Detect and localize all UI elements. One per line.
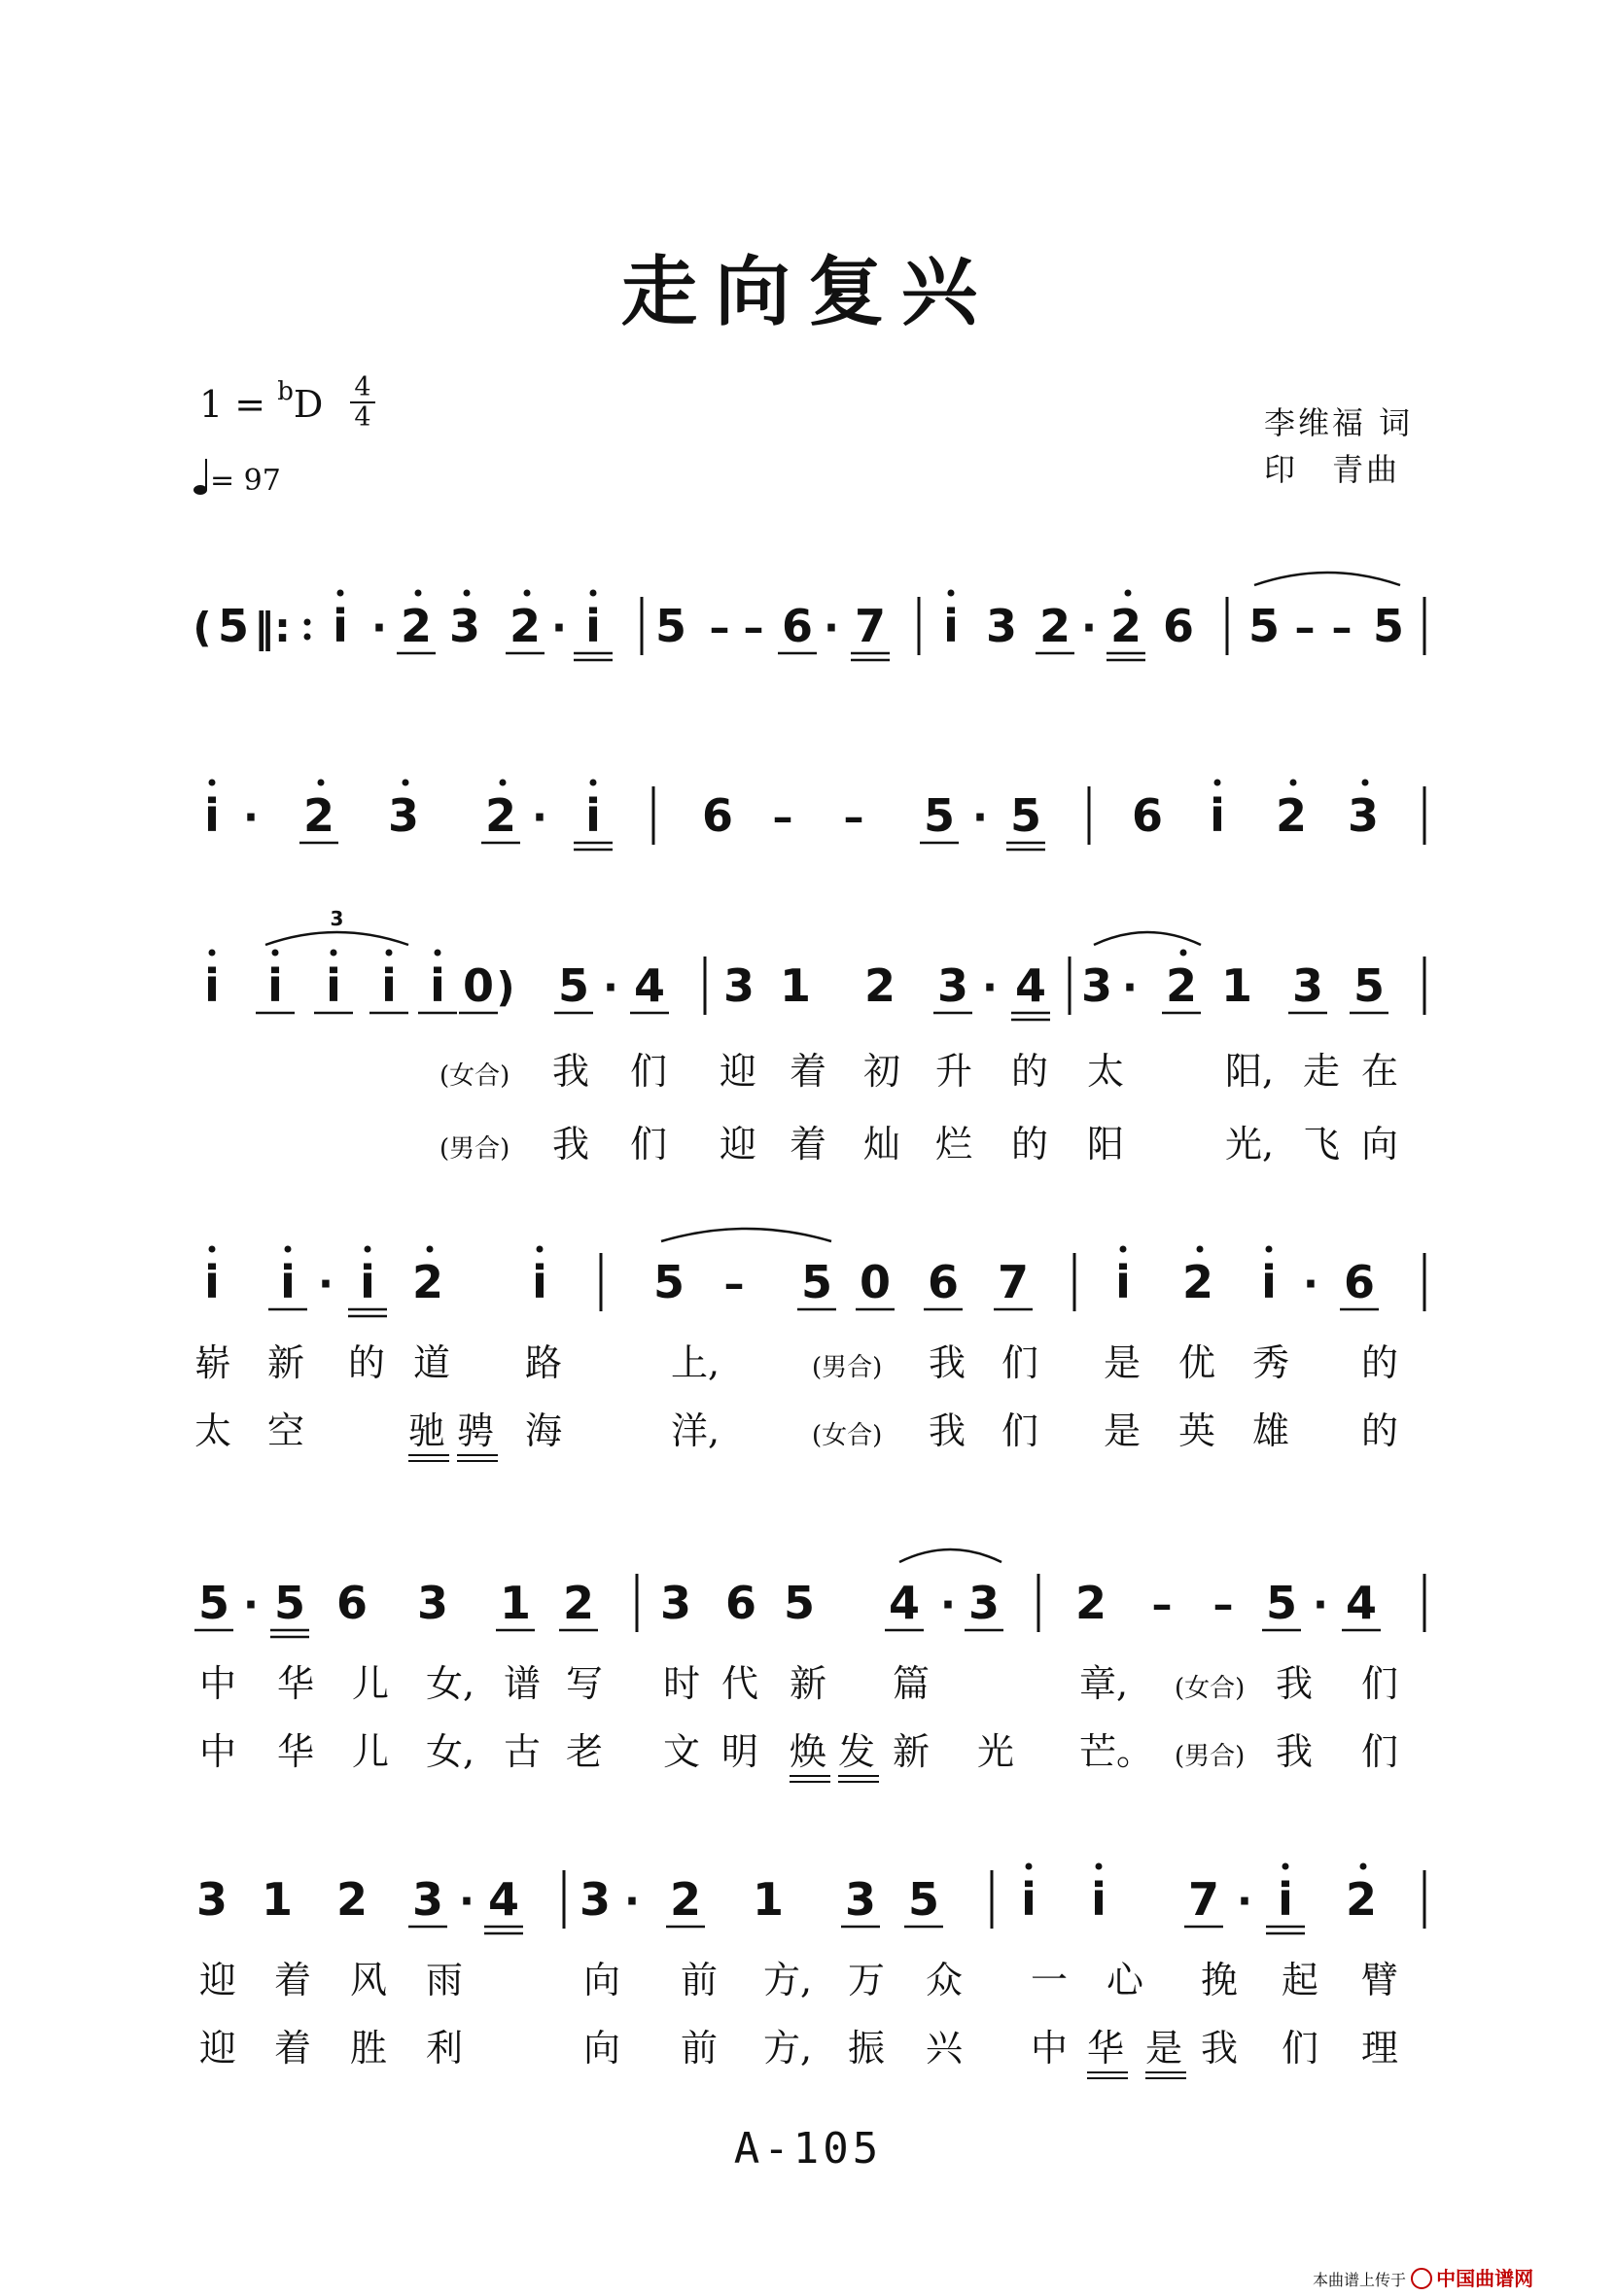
note: 3 [844,1873,877,1926]
lyric: 的 [348,1341,386,1384]
meter-top: 4 [354,372,371,402]
high-octave-dot [365,1246,371,1253]
note: 2 [509,600,542,652]
note: 4 [487,1873,520,1926]
note: 2 [1074,1577,1107,1629]
note: 5 [1265,1577,1298,1629]
note-mark: · [318,1260,334,1307]
high-octave-dot [403,780,409,786]
lyric: 中 [199,1662,237,1705]
high-octave-dot [1120,1246,1127,1253]
high-octave-dot [285,1246,292,1253]
lyric: 初 [863,1050,901,1093]
note: 4 [633,959,666,1012]
note: 3 [936,959,969,1012]
note: 4 [1014,959,1047,1012]
note: 0 [859,1256,892,1308]
lyric: 的 [1011,1123,1049,1165]
flat-sign: b [277,377,294,406]
note: 3 [1080,959,1113,1012]
note-mark: · [532,793,547,841]
note: 5 [217,600,250,652]
lyric: 华 [277,1662,315,1705]
lyric: 时 [663,1662,701,1705]
note: 3 [722,959,755,1012]
lyric: 飞 [1303,1123,1341,1165]
note-mark: – [1212,1581,1234,1628]
note: i [326,959,341,1012]
note: i [585,600,601,652]
lyric: 中 [1031,2027,1069,2070]
lyric: 雄 [1252,1409,1290,1452]
note-mark: · [1313,1581,1328,1628]
lyric: 新 [267,1341,305,1384]
page-number: A-105 [733,2124,883,2174]
high-octave-dot [524,590,531,597]
note: i [1278,1873,1293,1926]
lyric: 骋 [457,1409,495,1452]
note: 3 [411,1873,444,1926]
lyric: 焕 [790,1730,827,1773]
note: 6 [1343,1256,1376,1308]
lyric: 我 [552,1050,590,1093]
lyric: 我 [1201,2027,1239,2070]
note: 7 [997,1256,1030,1308]
note: 2 [335,1873,369,1926]
high-octave-dot [1096,1863,1103,1870]
footer-brand: 中国曲谱网 [1436,2267,1534,2290]
high-octave-dot [1290,780,1297,786]
note-mark: ) [496,963,515,1011]
note: 4 [888,1577,921,1629]
note: 2 [562,1577,595,1629]
lyric: 雨 [426,1959,464,2001]
lyric: 秀 [1252,1341,1290,1384]
note: i [360,1256,375,1308]
note: i [430,959,445,1012]
note: 3 [985,600,1018,652]
note-mark: · [982,963,998,1011]
note: i [381,959,397,1012]
note-mark: – [1331,604,1353,651]
lyric: 阳 [1087,1123,1125,1165]
lyric: 儿 [352,1662,390,1705]
lyric: 臂 [1361,1959,1399,2001]
note-mark: · [459,1877,474,1925]
note: 6 [1131,789,1164,842]
note: i [333,600,348,652]
high-octave-dot [1282,1863,1289,1870]
note-mark: · [1081,604,1097,651]
lyric: 优 [1178,1341,1216,1384]
lyric: 们 [1282,2027,1319,2070]
note: i [943,600,959,652]
lyric: 中 [199,1730,237,1773]
note: 5 [923,789,956,842]
composer-credit: 印 青曲 [1264,451,1401,488]
tempo-value: = 97 [210,464,281,498]
note: 7 [854,600,887,652]
lyric: 上, [671,1341,720,1384]
lyric: 迎 [199,1959,237,2001]
lyric: 的 [1361,1341,1399,1384]
note: 2 [400,600,433,652]
note: 6 [1162,600,1195,652]
tie-slur [899,1549,1001,1562]
lyric: 们 [1001,1409,1039,1452]
lyric: 方, [763,1959,813,2001]
lyric: 光, [1225,1123,1275,1165]
lyric: 灿 [863,1123,901,1165]
note: 5 [197,1577,230,1629]
note: 3 [659,1577,692,1629]
repeat-dot [304,619,311,626]
lyric: 们 [1361,1730,1399,1773]
note: 2 [1181,1256,1214,1308]
lyric: 们 [630,1123,668,1165]
lyric: 崭 [194,1341,232,1384]
high-octave-dot [537,1246,544,1253]
note: 5 [800,1256,833,1308]
note: i [204,959,220,1012]
lyric: 兴 [926,2027,964,2070]
lyric: 着 [790,1123,827,1165]
lyric: 章, [1079,1662,1129,1705]
lyric: 新 [893,1730,931,1773]
lyric: 海 [525,1409,563,1452]
lyric: 们 [1001,1341,1039,1384]
note-mark: · [1122,963,1138,1011]
note: 5 [783,1577,816,1629]
note: 3 [387,789,420,842]
note: 2 [1038,600,1071,652]
lyricist-credit: 李维福 词 [1264,404,1414,441]
note: i [1210,789,1225,842]
high-octave-dot [415,590,422,597]
lyric: 一 [1031,1959,1069,2001]
lyric: 迎 [720,1123,757,1165]
note-mark: – [1151,1581,1173,1628]
lyric: 的 [1361,1409,1399,1452]
lyric: 道 [413,1341,451,1384]
lyric: 利 [426,2027,464,2070]
lyric: 老 [566,1730,604,1773]
lyric: 儿 [352,1730,390,1773]
lyric: 的 [1011,1050,1049,1093]
note: 3 [579,1873,612,1926]
lyric: 我 [552,1123,590,1165]
triplet-mark: 3 [330,907,344,930]
note: 2 [411,1256,444,1308]
note: 3 [1291,959,1324,1012]
note-mark: ( [193,604,212,651]
high-octave-dot [1360,1863,1367,1870]
lyric: 华 [277,1730,315,1773]
note: 5 [1009,789,1042,842]
lyric: 们 [1361,1662,1399,1705]
lyric: 风 [350,1959,388,2001]
note: i [204,789,220,842]
note: 5 [1372,600,1405,652]
lyric: 升 [935,1050,973,1093]
note: 5 [654,600,687,652]
note: 6 [927,1256,960,1308]
note-mark: · [371,604,387,651]
lyric: 芒。 [1079,1730,1154,1773]
lyric: 烂 [935,1123,973,1165]
note: 0 [462,959,495,1012]
key-prefix: 1 = [199,383,278,426]
high-octave-dot [1214,780,1221,786]
lyric: 挽 [1201,1959,1239,2001]
note: 5 [652,1256,685,1308]
note: 2 [1165,959,1198,1012]
footer-prefix: 本曲谱上传于 [1313,2271,1407,2289]
note-mark: – [709,604,730,651]
note: i [1021,1873,1036,1926]
note-mark: – [772,793,793,841]
note-mark: ‖: [254,604,291,651]
high-octave-dot [1197,1246,1204,1253]
voice-part-label: (女合) [1175,1674,1246,1703]
high-octave-dot [1125,590,1132,597]
lyric: 空 [267,1409,305,1452]
note: 5 [1247,600,1281,652]
note: 1 [752,1873,785,1926]
note: i [1261,1256,1277,1308]
note: 6 [335,1577,369,1629]
lyric: 驰 [408,1409,446,1452]
lyric: 篇 [893,1662,931,1705]
lyric: 阳, [1225,1050,1275,1093]
note-mark: · [940,1581,956,1628]
note: i [1115,1256,1131,1308]
high-octave-dot [209,950,216,957]
note-mark: – [723,1260,745,1307]
tie-slur [265,932,408,945]
note: 2 [1109,600,1142,652]
note: 5 [907,1873,940,1926]
lyric: 文 [663,1730,701,1773]
high-octave-dot [427,1246,434,1253]
song-title: 走向复兴 [620,249,995,336]
lyric: 万 [848,1959,886,2001]
high-octave-dot [386,950,393,957]
high-octave-dot [272,950,279,957]
high-octave-dot [337,590,344,597]
high-octave-dot [1180,950,1187,957]
high-octave-dot [1362,780,1369,786]
lyric: 女, [426,1730,475,1773]
lyric: 太 [1087,1050,1125,1093]
note: 6 [724,1577,757,1629]
repeat-dot [304,634,311,641]
tie-slur [661,1229,831,1241]
lyric: 代 [721,1662,759,1705]
lyric: 是 [1104,1409,1142,1452]
high-octave-dot [590,780,597,786]
lyric: 众 [926,1959,964,2001]
note: 6 [701,789,734,842]
note: 6 [781,600,814,652]
note: 1 [1220,959,1253,1012]
key-note: D [293,383,324,426]
voice-part-label: (男合) [812,1353,883,1382]
lyric: 理 [1361,2027,1399,2070]
note: i [204,1256,220,1308]
lyric: 向 [583,2027,621,2070]
lyric: 我 [929,1409,966,1452]
lyric: 华 [1087,2027,1125,2070]
note: 2 [669,1873,702,1926]
lyric: 着 [790,1050,827,1093]
lyric: 我 [1276,1730,1314,1773]
note: 5 [557,959,590,1012]
lyric: 光 [977,1730,1015,1773]
note: 5 [1353,959,1386,1012]
lyric: 是 [1145,2027,1183,2070]
lyric: 太 [194,1409,232,1452]
high-octave-dot [331,950,337,957]
note-mark: – [1294,604,1316,651]
lyric: 们 [630,1050,668,1093]
note: 2 [302,789,335,842]
note: 3 [195,1873,228,1926]
note: 7 [1187,1873,1220,1926]
lyric: 向 [583,1959,621,2001]
note: 2 [1345,1873,1378,1926]
note-mark: – [743,604,764,651]
footer-credit [1313,2263,1533,2291]
lyric: 迎 [720,1050,757,1093]
note: i [280,1256,296,1308]
lyric: 起 [1282,1959,1319,2001]
lyric: 我 [1276,1662,1314,1705]
lyric: 是 [1104,1341,1142,1384]
note: i [585,789,601,842]
note: i [1091,1873,1107,1926]
note-mark: · [972,793,988,841]
note: 2 [484,789,517,842]
lyric: 向 [1361,1123,1399,1165]
note-mark: · [1237,1877,1252,1925]
lyric: 写 [566,1662,604,1705]
meter-bottom: 4 [350,401,375,432]
note: 1 [499,1577,532,1629]
lyric: 新 [790,1662,827,1705]
high-octave-dot [500,780,507,786]
lyric: 谱 [504,1662,542,1705]
high-octave-dot [948,590,955,597]
lyric: 路 [525,1341,563,1384]
lyric: 迎 [199,2027,237,2070]
lyric: 前 [681,2027,719,2070]
note: 5 [273,1577,306,1629]
lyric: 洋, [671,1409,720,1452]
note: 1 [261,1873,294,1926]
lyric: 方, [763,2027,813,2070]
tie-slur [1254,573,1400,585]
lyric: 我 [929,1341,966,1384]
voice-part-label: (男合) [1175,1742,1246,1771]
note: 3 [448,600,481,652]
note: i [267,959,283,1012]
site-logo-icon [1411,2268,1432,2289]
high-octave-dot [1266,1246,1273,1253]
high-octave-dot [464,590,471,597]
note-mark: · [243,793,259,841]
lyric: 着 [274,1959,312,2001]
note: 3 [416,1577,449,1629]
note: i [532,1256,547,1308]
lyric: 胜 [350,2027,388,2070]
note: 2 [863,959,896,1012]
high-octave-dot [1026,1863,1033,1870]
note-mark: · [624,1877,640,1925]
note: 3 [967,1577,1001,1629]
lyric: 心 [1107,1959,1144,2001]
high-octave-dot [318,780,325,786]
note-mark: · [603,963,618,1011]
note-mark: · [551,604,567,651]
voice-part-label: (女合) [439,1061,510,1091]
note: 4 [1345,1577,1378,1629]
high-octave-dot [209,780,216,786]
high-octave-dot [435,950,441,957]
note: 1 [779,959,812,1012]
lyric: 英 [1178,1409,1216,1452]
note-mark: · [1303,1260,1318,1307]
voice-part-label: (男合) [439,1134,510,1164]
voice-part-label: (女合) [812,1421,883,1450]
tie-slur [1094,932,1201,945]
note: 2 [1275,789,1308,842]
note-mark: · [824,604,839,651]
high-octave-dot [590,590,597,597]
lyric: 发 [838,1730,876,1773]
lyric: 女, [426,1662,475,1705]
note-mark: · [243,1581,259,1628]
note: 3 [1347,789,1380,842]
note-mark: – [843,793,864,841]
high-octave-dot [209,1246,216,1253]
lyric: 明 [721,1730,759,1773]
lyric: 振 [848,2027,886,2070]
lyric: 走 [1303,1050,1341,1093]
lyric: 在 [1361,1050,1399,1093]
lyric: 前 [681,1959,719,2001]
lyric: 着 [274,2027,312,2070]
lyric: 古 [504,1730,542,1773]
